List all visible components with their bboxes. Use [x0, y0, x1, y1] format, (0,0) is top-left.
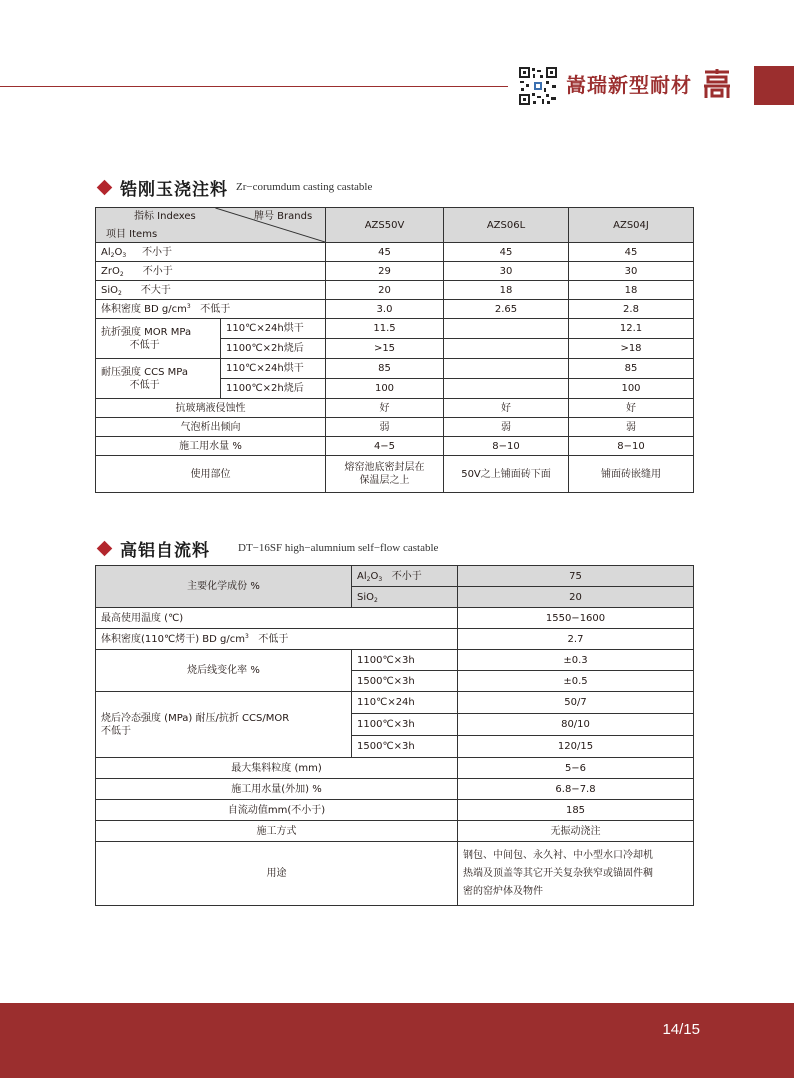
row-label: 抗折强度 MOR MPa 不低于 — [96, 319, 221, 359]
brand-header: AZS06L — [444, 208, 569, 243]
table-row — [96, 262, 694, 281]
condition-cell: 1100℃×3h — [352, 650, 458, 671]
row-label: 最大集料粒度 (mm) — [96, 758, 458, 779]
table-cell: 85 — [569, 359, 694, 379]
table-cell: 5−6 — [458, 758, 694, 779]
header-indexes: 指标 Indexes — [134, 211, 196, 222]
table-cell: 45 — [444, 243, 569, 262]
header-items: 项目 Items — [106, 229, 158, 240]
row-label: SiO$_2$ 不大于 — [96, 281, 326, 300]
section2-title: 高铝自流料 — [120, 540, 210, 561]
row-label: 抗玻璃液侵蚀性 — [96, 399, 326, 418]
table-cell: 12.1 — [569, 319, 694, 339]
section1-title: 锆刚玉浇注料 — [120, 179, 228, 200]
table-row — [96, 281, 694, 300]
table-cell: 8−10 — [569, 437, 694, 456]
table-cell: 弱 — [569, 418, 694, 437]
row-label: 气泡析出倾向 — [96, 418, 326, 437]
table-cell: 好 — [569, 399, 694, 418]
table-cell: 6.8−7.8 — [458, 779, 694, 800]
table-cell: 4−5 — [326, 437, 444, 456]
table-cell: 29 — [326, 262, 444, 281]
table-cell: 85 — [326, 359, 444, 379]
brand-name: 嵩瑞新型耐材 — [566, 73, 692, 97]
condition-cell: 1100℃×2h烧后 — [221, 379, 326, 399]
table-cell: 好 — [326, 399, 444, 418]
row-label: 体积密度 BD $g/cm^3$ 不低于 — [96, 300, 326, 319]
table-row — [96, 608, 694, 629]
table-cell: 80/10 — [458, 714, 694, 736]
table-row — [96, 692, 694, 714]
table-row — [96, 758, 694, 779]
table-cell: 185 — [458, 800, 694, 821]
table-cell: 30 — [569, 262, 694, 281]
table-cell: 18 — [569, 281, 694, 300]
table-cell: 100 — [326, 379, 444, 399]
row-label: 最高使用温度 (℃) — [96, 608, 458, 629]
brand-header: AZS50V — [326, 208, 444, 243]
row-label: 施工用水量 % — [96, 437, 326, 456]
table-row — [96, 800, 694, 821]
qr-code-icon — [518, 66, 558, 106]
row-label: 施工方式 — [96, 821, 458, 842]
condition-cell: $Al_2O_3$ 不小于 — [352, 566, 458, 587]
section1-table — [95, 207, 694, 493]
table-cell: 2.7 — [458, 629, 694, 650]
table-cell: ±0.5 — [458, 671, 694, 692]
table-cell — [444, 339, 569, 359]
table-cell: >18 — [569, 339, 694, 359]
condition-cell: 110℃×24h — [352, 692, 458, 714]
table-row — [96, 243, 694, 262]
section2-subtitle: DT−16SF high−alumnium self−flow castable — [238, 542, 439, 554]
table-row — [96, 821, 694, 842]
table-row — [96, 566, 694, 587]
condition-cell: SiO$_2$ — [352, 587, 458, 608]
table-cell: 11.5 — [326, 319, 444, 339]
table-cell: 50/7 — [458, 692, 694, 714]
table-row — [96, 319, 694, 339]
section1-subtitle: Zr−corumdum casting castable — [236, 181, 373, 193]
table-cell: 钢包、中间包、永久衬、中小型水口冷却机 热端及顶盖等其它开关复杂狭窄或锚固件稠 密的窑炉体及物件 — [458, 842, 694, 906]
condition-cell: 1500℃×3h — [352, 671, 458, 692]
diamond-bullet-icon — [97, 540, 113, 556]
table-cell: 75 — [458, 566, 694, 587]
table-cell: 2.65 — [444, 300, 569, 319]
table-row — [96, 208, 694, 243]
row-label: 自流动值mm(不小于) — [96, 800, 458, 821]
table-cell: 3.0 — [326, 300, 444, 319]
header-brands: 牌号 Brands — [254, 211, 313, 222]
table-cell: 45 — [569, 243, 694, 262]
table-cell: 45 — [326, 243, 444, 262]
table-row — [96, 456, 694, 493]
row-label: 施工用水量(外加) % — [96, 779, 458, 800]
condition-cell: 110℃×24h烘干 — [221, 359, 326, 379]
table-cell: 熔窑池底密封层在 保温层之上 — [326, 456, 444, 493]
table-cell: 铺面砖嵌缝用 — [569, 456, 694, 493]
table-cell — [444, 319, 569, 339]
table-cell: 20 — [458, 587, 694, 608]
table-cell: 20 — [326, 281, 444, 300]
page-number: 14/15 — [662, 1021, 700, 1038]
row-label: 体积密度(110℃烤干) BD $g/cm^3$ 不低于 — [96, 629, 458, 650]
row-label: 使用部位 — [96, 456, 326, 493]
table-cell: >15 — [326, 339, 444, 359]
row-label: $Al_2O_3$ 不小于 — [96, 243, 326, 262]
header-corner-block — [754, 66, 794, 105]
table-row — [96, 300, 694, 319]
company-logo-icon — [702, 68, 732, 100]
table-row — [96, 399, 694, 418]
table-cell: 弱 — [326, 418, 444, 437]
section1-heading — [96, 175, 372, 199]
condition-cell: 110℃×24h烘干 — [221, 319, 326, 339]
table-cell: 好 — [444, 399, 569, 418]
brand-header: AZS04J — [569, 208, 694, 243]
table-cell: 8−10 — [444, 437, 569, 456]
condition-cell: 1500℃×3h — [352, 736, 458, 758]
table-cell: 30 — [444, 262, 569, 281]
condition-cell: 1100℃×2h烧后 — [221, 339, 326, 359]
table-cell: 无振动浇注 — [458, 821, 694, 842]
table-row — [96, 437, 694, 456]
row-label: ZrO$_2$ 不小于 — [96, 262, 326, 281]
condition-cell: 1100℃×3h — [352, 714, 458, 736]
table-row — [96, 842, 694, 906]
header-rule — [0, 86, 508, 87]
table-cell: 100 — [569, 379, 694, 399]
table-cell — [444, 359, 569, 379]
table-row — [96, 779, 694, 800]
row-label: 烧后冷态强度 (MPa) 耐压/抗折 CCS/MOR 不低于 — [96, 692, 352, 758]
row-label: 耐压强度 CCS MPa 不低于 — [96, 359, 221, 399]
diamond-bullet-icon — [97, 179, 113, 195]
table-cell: 120/15 — [458, 736, 694, 758]
table-cell: ±0.3 — [458, 650, 694, 671]
table-cell: 1550−1600 — [458, 608, 694, 629]
table-cell: 弱 — [444, 418, 569, 437]
footer-bar — [0, 1003, 794, 1078]
table-cell: 2.8 — [569, 300, 694, 319]
table-row — [96, 629, 694, 650]
table-cell — [444, 379, 569, 399]
section2-heading — [96, 536, 438, 560]
table-cell: 18 — [444, 281, 569, 300]
table-row — [96, 359, 694, 379]
table-cell: 50V之上铺面砖下面 — [444, 456, 569, 493]
table-row — [96, 650, 694, 671]
section2-table — [95, 565, 694, 906]
row-label: 用途 — [96, 842, 458, 906]
table-row — [96, 418, 694, 437]
row-label: 烧后线变化率 % — [96, 650, 352, 692]
row-label: 主要化学成份 % — [96, 566, 352, 608]
header-diagonal-cell — [96, 208, 326, 243]
